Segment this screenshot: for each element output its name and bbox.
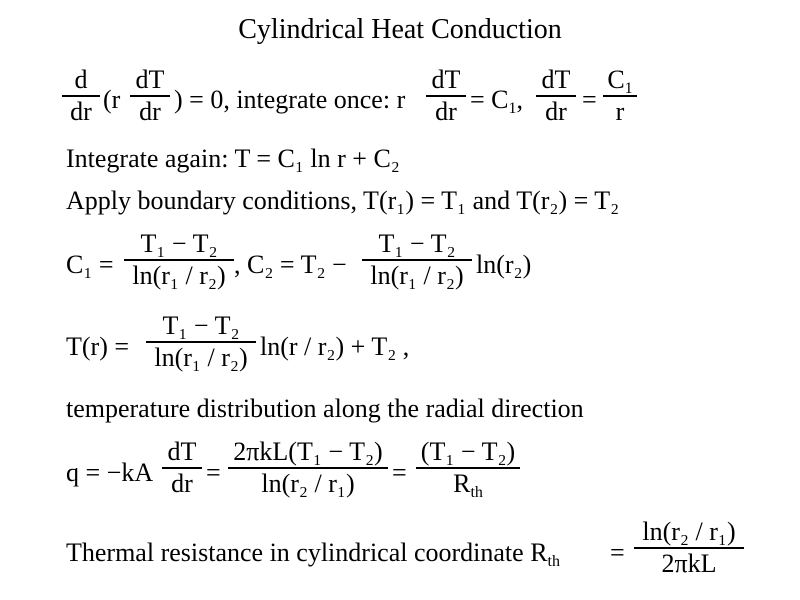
equals-sign-q2: = [392,458,407,487]
fraction-tr: T₁ − T₂ ln(r₁ / r₂) [146,312,256,372]
fraction-rth: ln(r₂ / r₁) 2πkL [634,518,744,578]
equals-c1-text: = $C_1$, [470,85,524,117]
boundary-conditions-line: Apply boundary conditions, T(r₁) = T₁ and T(r₂) = T₂ [66,186,620,215]
rth-label: Thermal resistance in cylindrical coordinate $R_{th}$ [66,538,560,570]
tr-lhs: T(r) = [66,332,130,361]
equals-sign: = [582,85,597,114]
fraction-c2: T₁ − T₂ ln(r₁ / r₂) [362,230,472,290]
integrate-once-text: ) = 0, integrate once: r [174,85,406,114]
fraction-c1: T₁ − T₂ ln(r₁ / r₂) [124,230,234,290]
fraction-dT-dr-3: dT dr [536,66,576,126]
q-lhs: q = −kA [66,458,154,487]
fraction-dT-dr: dT dr [130,66,170,126]
distribution-line: temperature distribution along the radial direction [66,394,584,423]
fraction-q-ln: 2πkL(T₁ − T₂) ln(r₂ / r₁) [228,438,388,498]
fraction-dT-dr-q: dT dr [162,438,202,498]
paren-r: (r [103,85,121,114]
c2-lhs: , C₂ = T₂ − [234,250,347,279]
equals-sign-rth: = [610,538,625,567]
page-title: Cylindrical Heat Conduction [238,14,562,45]
fraction-d-dr: d dr [62,66,100,126]
fraction-c1-r: $C_1$ r [603,66,637,126]
fraction-dT-dr-2: dT dr [426,66,466,126]
c2-tail: ln(r₂) [476,250,532,279]
fraction-q-rth: (T₁ − T₂) $R_{th}$ [416,438,520,498]
integrate-again-line: Integrate again: T = C₁ ln r + C₂ [66,144,400,173]
c1-lhs: C₁ = [66,250,114,279]
equals-sign-q1: = [206,458,221,487]
tr-tail: ln(r / r₂) + T₂ , [260,332,410,361]
